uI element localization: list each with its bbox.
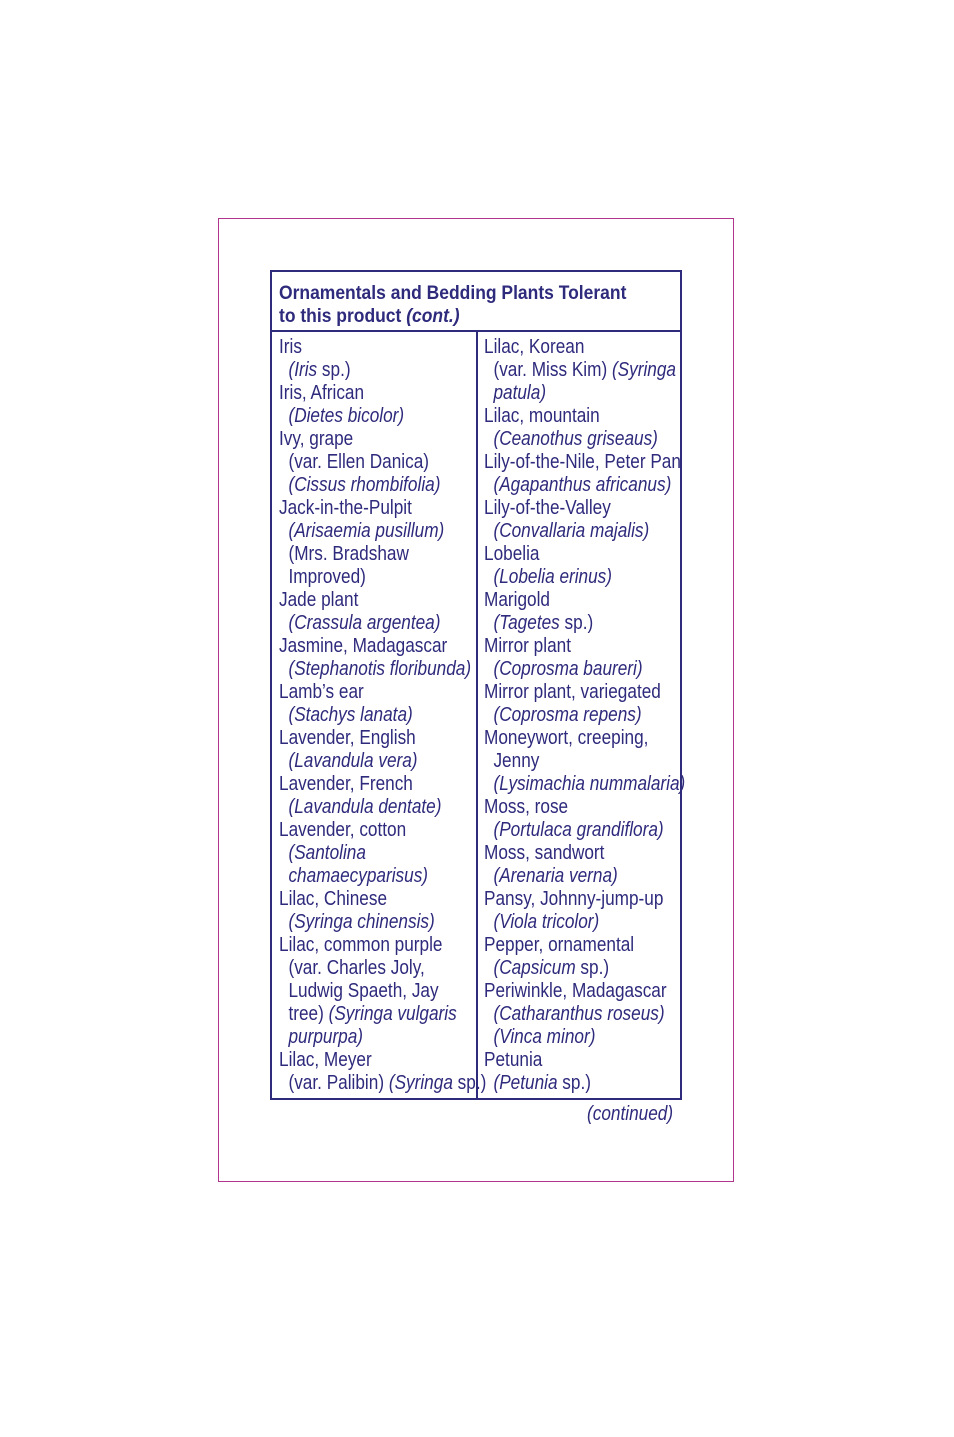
- list-item: [484, 612, 677, 635]
- plant-name: (var. Miss Kim): [493, 359, 612, 381]
- plant-name: Lavender, French: [279, 773, 413, 795]
- plant-name: Ludwig Spaeth, Jay: [288, 980, 439, 1002]
- plant-name: (var. Ellen Danica): [288, 451, 429, 473]
- list-item: [279, 589, 472, 612]
- list-item: [279, 865, 472, 888]
- list-item: [279, 566, 472, 589]
- scientific-name: chamaecyparisus): [288, 865, 429, 887]
- list-item: [484, 1049, 677, 1072]
- list-item: [484, 911, 677, 934]
- list-item: [484, 796, 677, 819]
- scientific-name: (Lavandula dentate): [288, 796, 442, 818]
- table-header: [272, 272, 680, 332]
- scientific-name: (Ceanothus griseaus): [493, 428, 658, 450]
- list-item: [484, 842, 677, 865]
- plant-name: (var. Charles Joly,: [288, 957, 425, 979]
- list-item: [279, 957, 472, 980]
- list-item: [279, 796, 472, 819]
- column-divider: [476, 332, 478, 1100]
- plant-name: Lobelia: [484, 543, 540, 565]
- plant-name: Moss, sandwort: [484, 842, 605, 864]
- list-item: [484, 428, 677, 451]
- scientific-name: (Syringa chinensis): [288, 911, 435, 933]
- plant-name: Mirror plant, variegated: [484, 681, 661, 703]
- continued-note: [560, 1102, 673, 1126]
- list-item: [484, 819, 677, 842]
- scientific-name: (Syringa vulgaris: [328, 1003, 457, 1025]
- right-column-list: [484, 336, 686, 1095]
- list-item: [279, 635, 472, 658]
- scientific-name: (Syringa: [611, 359, 677, 381]
- plant-name: (var. Palibin): [288, 1072, 389, 1094]
- list-item: [279, 336, 472, 359]
- list-item: [279, 428, 472, 451]
- plant-name: Marigold: [484, 589, 550, 611]
- header-line-1: Ornamentals and Bedding Plants Tolerant: [279, 283, 627, 304]
- plant-name: Pansy, Johnny-jump-up: [484, 888, 664, 910]
- list-item: [279, 658, 472, 681]
- scientific-name: (Dietes bicolor): [288, 405, 405, 427]
- list-item: [279, 612, 472, 635]
- list-item: [279, 750, 472, 773]
- scientific-name: (Lavandula vera): [288, 750, 418, 772]
- plant-name: Pepper, ornamental: [484, 934, 635, 956]
- plant-name: sp.): [575, 957, 610, 979]
- plant-name: Lilac, mountain: [484, 405, 600, 427]
- list-item: [484, 865, 677, 888]
- plant-name: sp.): [452, 1072, 487, 1094]
- plant-name: Jade plant: [279, 589, 359, 611]
- right-column: [484, 336, 686, 1095]
- list-item: [484, 727, 677, 750]
- plant-name: Lilac, Chinese: [279, 888, 388, 910]
- list-item: [279, 405, 472, 428]
- scientific-name: (Cissus rhombifolia): [288, 474, 441, 496]
- plant-name: (Mrs. Bradshaw: [288, 543, 409, 565]
- scientific-name: (Stephanotis floribunda): [288, 658, 472, 680]
- scientific-name: (Petunia: [493, 1072, 558, 1094]
- scientific-name: (Iris: [288, 359, 318, 381]
- plant-name: Lilac, Korean: [484, 336, 585, 358]
- scientific-name: (Catharanthus roseus): [493, 1003, 665, 1025]
- plant-name: Moneywort, creeping,: [484, 727, 649, 749]
- list-item: [279, 934, 472, 957]
- list-item: [484, 382, 677, 405]
- plant-name: tree): [288, 1003, 329, 1025]
- list-item: [484, 658, 677, 681]
- list-item: [484, 405, 677, 428]
- plant-name: Lavender, English: [279, 727, 416, 749]
- scientific-name: (Agapanthus africanus): [493, 474, 672, 496]
- scientific-name: (Coprosma repens): [493, 704, 642, 726]
- plant-name: sp.): [557, 1072, 591, 1094]
- plant-name: Mirror plant: [484, 635, 571, 657]
- list-item: [484, 566, 677, 589]
- scientific-name: (Portulaca grandiflora): [493, 819, 664, 841]
- plant-name: sp.): [559, 612, 594, 634]
- plant-name: Improved): [288, 566, 366, 588]
- list-item: [484, 520, 677, 543]
- list-item: [279, 727, 472, 750]
- list-item: [484, 1072, 677, 1095]
- scientific-name: (Viola tricolor): [493, 911, 600, 933]
- plant-name: Lavender, cotton: [279, 819, 407, 841]
- list-item: [279, 474, 472, 497]
- plant-name: Lilac, common purple: [279, 934, 443, 956]
- list-item: [484, 1026, 677, 1049]
- list-item: [279, 980, 472, 1003]
- plant-name: Iris: [279, 336, 302, 358]
- plant-name: Jasmine, Madagascar: [279, 635, 448, 657]
- list-item: [484, 589, 677, 612]
- plant-name: Lily-of-the-Nile, Peter Pan: [484, 451, 681, 473]
- plants-table: [270, 270, 686, 1100]
- list-item: [279, 451, 472, 474]
- list-item: [484, 635, 677, 658]
- list-item: [279, 911, 472, 934]
- list-item: [279, 681, 472, 704]
- plant-name: Lamb’s ear: [279, 681, 364, 703]
- list-item: [484, 451, 681, 474]
- list-item: [484, 359, 677, 382]
- list-item: [279, 888, 472, 911]
- list-item: [484, 704, 677, 727]
- scientific-name: (Tagetes: [493, 612, 560, 634]
- list-item: [484, 543, 677, 566]
- list-item: [279, 1072, 487, 1095]
- plant-name: Jack-in-the-Pulpit: [279, 497, 412, 519]
- header-line-2-text: to this product: [279, 306, 407, 327]
- plant-name: sp.): [317, 359, 351, 381]
- header-cont-label: (cont.): [406, 306, 460, 327]
- plant-name: Iris, African: [279, 382, 365, 404]
- list-item: [279, 1026, 472, 1049]
- left-column-list: [279, 336, 487, 1095]
- list-item: [484, 934, 677, 957]
- scientific-name: patula): [493, 382, 547, 404]
- list-item: [279, 497, 472, 520]
- scientific-name: (Arisaemia pusillum): [288, 520, 445, 542]
- list-item: [279, 819, 472, 842]
- list-item: [484, 1003, 677, 1026]
- list-item: [279, 359, 472, 382]
- list-item: [279, 704, 472, 727]
- list-item: [484, 888, 677, 911]
- scientific-name: (Capsicum: [493, 957, 576, 979]
- list-item: [484, 980, 677, 1003]
- list-item: [279, 842, 472, 865]
- scientific-name: (Lobelia erinus): [493, 566, 613, 588]
- left-column: [279, 336, 487, 1095]
- list-item: [484, 750, 677, 773]
- continued-text: (continued): [586, 1103, 673, 1125]
- scientific-name: (Convallaria majalis): [493, 520, 650, 542]
- list-item: [279, 1049, 472, 1072]
- list-item: [279, 773, 472, 796]
- list-item: [279, 520, 472, 543]
- plant-name: Periwinkle, Madagascar: [484, 980, 667, 1002]
- scientific-name: (Lysimachia nummalaria): [493, 773, 686, 795]
- list-item: [279, 1003, 472, 1026]
- plant-name: Lilac, Meyer: [279, 1049, 372, 1071]
- scientific-name: (Crassula argentea): [288, 612, 441, 634]
- header-line-2: [279, 305, 626, 328]
- list-item: [279, 382, 472, 405]
- plant-name: Moss, rose: [484, 796, 569, 818]
- list-item: [279, 543, 472, 566]
- scientific-name: (Syringa: [388, 1072, 453, 1094]
- list-item: [484, 957, 677, 980]
- list-item: [484, 336, 677, 359]
- list-item: [484, 773, 686, 796]
- list-item: [484, 497, 677, 520]
- list-item: [484, 681, 677, 704]
- scientific-name: (Santolina: [288, 842, 366, 864]
- plant-name: Petunia: [484, 1049, 543, 1071]
- scientific-name: purpurpa): [288, 1026, 364, 1048]
- scientific-name: (Coprosma baureri): [493, 658, 643, 680]
- scientific-name: (Arenaria verna): [493, 865, 618, 887]
- plant-name: Jenny: [493, 750, 540, 772]
- plant-name: Ivy, grape: [279, 428, 354, 450]
- scientific-name: (Vinca minor): [493, 1026, 596, 1048]
- scientific-name: (Stachys lanata): [288, 704, 413, 726]
- list-item: [484, 474, 677, 497]
- plant-name: Lily-of-the-Valley: [484, 497, 611, 519]
